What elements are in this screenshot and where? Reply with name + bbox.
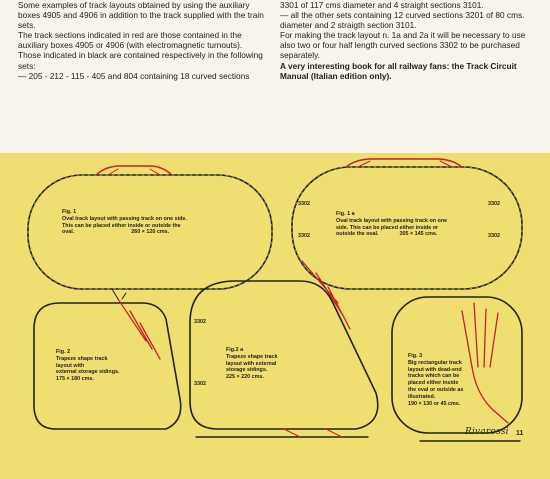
fig1a-turnouts <box>358 161 452 167</box>
fig1-turnouts <box>108 169 160 175</box>
fig1a-label-3302: 3302 <box>298 201 310 207</box>
intro-paragraph: For making the track layout n. 1a and 2a it will be necessary to use also two or four half length curved sections 3302 to be purchased separately. <box>280 30 526 61</box>
rivarossi-logo: Rivarossi <box>465 427 509 437</box>
fig2a-trapeze-track <box>190 281 378 429</box>
intro-paragraph: The track sections indicated in red are those contained in the auxiliary boxes 4905 or 4906 (with electromagnetic turnouts). <box>18 30 243 51</box>
fig1-passing-track <box>96 166 172 175</box>
fig1a-caption: Fig. 1 a Oval track layout with passing track on one side. This can be placed either inside or outside the oval. 305 × 145 cms. <box>336 211 448 238</box>
fig2-siding-ends <box>112 289 126 299</box>
fig2-caption: Fig. 2 Trapeze shape track layout with external storage sidings. 175 × 180 cms. <box>56 349 120 383</box>
book-note-text: A very interesting book for all railway fans: the Track Circuit Manual (Italian edition only). <box>280 60 517 81</box>
intro-right-column <box>280 0 542 81</box>
page-number: 11 <box>516 430 524 437</box>
fig2a-caption: Fig.2 a Trapeze shape track layout with external storage sidings. 225 × 220 cms. <box>226 347 278 381</box>
intro-paragraph: 3301 of 117 cms diameter and 4 straight sections 3101. <box>280 0 484 10</box>
fig1a-label-3302: 3302 <box>488 233 500 239</box>
intro-paragraph: — 205 - 212 - 115 - 405 and 804 containing 18 curved sections <box>18 70 250 81</box>
fig1-caption: Fig. 1 Oval track layout with passing track on one side. This can be placed either inside or outside the oval. 260 × 120 cms. <box>62 209 187 236</box>
intro-paragraph: — all the other sets containing 12 curved sections 3201 of 80 cms. diameter and 2 straigth section 3101. <box>280 10 525 31</box>
intro-paragraph: Some examples of track layouts obtained by using the auxiliary boxes 4905 and 4906 in addition to the track supplied with the train sets. <box>18 0 264 31</box>
book-note <box>280 61 542 81</box>
fig3-caption: Fig. 3 Big rectangular track layout with dead-end tracks which can be placed either inside the oval or outside as illustrated. 190 × 130 or 45 cms. <box>408 353 464 407</box>
fig2-storage-sidings <box>118 299 160 359</box>
fig2a-label-3302: 3302 <box>194 319 206 325</box>
intro-paragraph: Those indicated in black are contained respectively in the following sets: <box>18 50 263 71</box>
fig1a-label-3302: 3302 <box>298 233 310 239</box>
intro-left-column <box>18 0 270 81</box>
fig3-dead-end-tracks <box>462 303 498 367</box>
fig3-connecting-curve <box>472 367 508 423</box>
fig2a-turnouts <box>284 429 342 437</box>
fig1a-label-3302: 3302 <box>488 201 500 207</box>
fig2a-label-3302: 3302 <box>194 381 206 387</box>
